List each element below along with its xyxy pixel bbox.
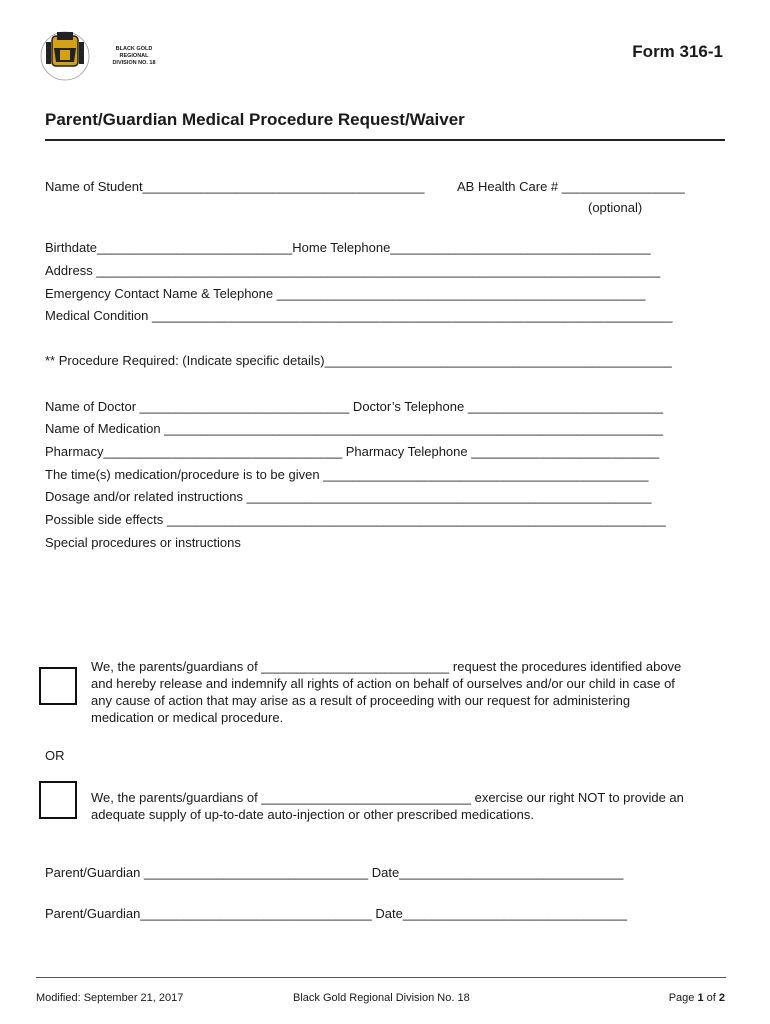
doctor-field[interactable]: Name of Doctor _____________________________ Doctor’s Telephone ___________________________ — [45, 399, 664, 414]
health-care-field[interactable]: AB Health Care # _________________ — [457, 179, 685, 194]
division-logo — [38, 22, 158, 92]
parent-signature-1[interactable]: Parent/Guardian _______________________________ Date_______________________________ — [45, 865, 624, 880]
student-name-field[interactable]: Name of Student_______________________________________ — [45, 179, 425, 194]
page-total: 2 — [718, 992, 725, 1004]
dosage-field[interactable]: Dosage and/or related instructions ________________________________________________________ — [45, 489, 652, 504]
birthdate-telephone-field[interactable]: Birthdate___________________________Home Telephone____________________________________ — [45, 240, 651, 255]
waiver-statement: We, the parents/guardians of _____________________________ exercise our right NOT to provide an adequate supply of up-to-date auto-injection or other prescribed medications. — [91, 790, 684, 822]
page-title: Parent/Guardian Medical Procedure Request/Waiver — [45, 110, 465, 129]
emergency-contact-field[interactable]: Emergency Contact Name & Telephone ___________________________________________________ — [45, 286, 646, 301]
medical-condition-field[interactable]: Medical Condition ________________________________________________________________________ — [45, 308, 673, 323]
title-divider — [45, 139, 725, 141]
request-statement: We, the parents/guardians of __________________________ request the procedures identified above and hereby release and indemnify all rights of action on behalf of ourselves and/or our child in case of any cause of action that may arise as a result of proceeding with our request for administering medication or medical procedure. — [91, 659, 682, 725]
times-field[interactable]: The time(s) medication/procedure is to be given _____________________________________________ — [45, 467, 649, 482]
logo-text: BLACK GOLD REGIONAL DIVISION NO. 18 — [112, 46, 156, 66]
pharmacy-field[interactable]: Pharmacy_________________________________ Pharmacy Telephone __________________________ — [45, 444, 660, 459]
request-checkbox[interactable] — [39, 667, 77, 705]
procedure-required-field[interactable]: ** Procedure Required: (Indicate specific details)________________________________________________ — [45, 353, 672, 368]
waiver-checkbox[interactable] — [39, 781, 77, 819]
page-number — [669, 992, 725, 1004]
or-label: OR — [45, 748, 65, 763]
parent-signature-2[interactable]: Parent/Guardian________________________________ Date_______________________________ — [45, 906, 627, 921]
page-current: 1 — [697, 992, 704, 1004]
medication-field[interactable]: Name of Medication _____________________________________________________________________ — [45, 421, 664, 436]
optional-label: (optional) — [588, 200, 643, 215]
footer-division: Black Gold Regional Division No. 18 — [293, 992, 470, 1004]
address-field[interactable]: Address ______________________________________________________________________________ — [45, 263, 661, 278]
side-effects-field[interactable]: Possible side effects _____________________________________________________________________ — [45, 512, 666, 527]
form-number: Form 316-1 — [632, 42, 723, 61]
footer-divider — [36, 977, 726, 978]
special-instructions-label: Special procedures or instructions — [45, 535, 241, 550]
modified-date: Modified: September 21, 2017 — [36, 992, 184, 1004]
page-label: Page — [668, 992, 698, 1004]
page-of: of — [703, 992, 719, 1004]
